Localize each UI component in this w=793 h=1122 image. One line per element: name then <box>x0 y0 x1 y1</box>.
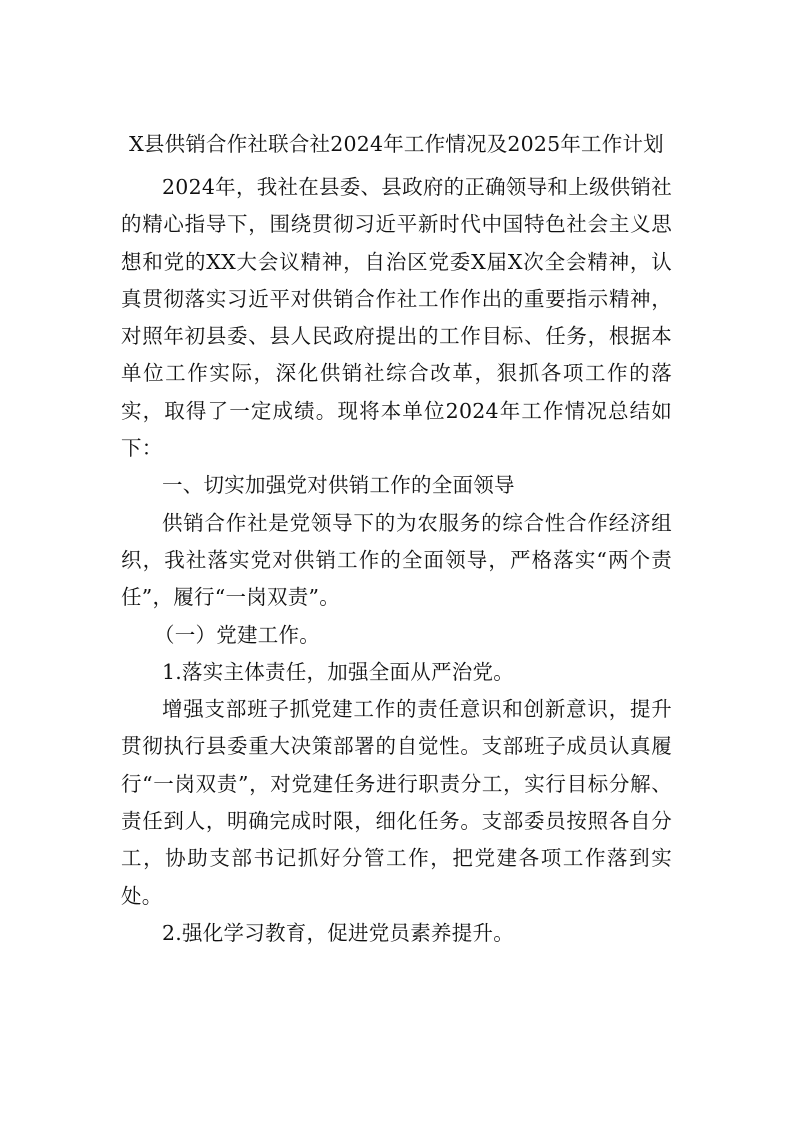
subsection-heading-party-building: （一）党建工作。 <box>154 622 320 647</box>
section-1-paragraph: 供销合作社是党领导下的为农服务的综合性合作经济组织，我社落实党对供销工作的全面领导，严格落实“两个责任”，履行“一岗双责”。 <box>121 510 672 610</box>
document-title: X县供销合作社联合社2024年工作情况及2025年工作计划 <box>129 132 664 156</box>
item-heading-1: 1.落实主体责任，加强全面从严治党。 <box>162 659 515 684</box>
intro-paragraph: 2024年，我社在县委、县政府的正确领导和上级供销社的精心指导下，围绕贯彻习近平新时代中国特色社会主义思想和党的XX大会议精神，自治区党委X届X次全会精神，认真贯彻落实习近平对供销合作社工作作出的重要指示精神，对照年初县委、县人民政府提出的工作目标、任务，根据本单位工作实际，深化供销社综合改革，狠抓各项工作的落实，取得了一定成绩。现将本单位2024年工作情况总结如下： <box>121 175 672 461</box>
item-1-paragraph: 增强支部班子抓党建工作的责任意识和创新意识，提升贯彻执行县委重大决策部署的自觉性。支部班子成员认真履行“一岗双责”，对党建任务进行职责分工，实行目标分解、责任到人，明确完成时限，细化任务。支部委员按照各自分工，协助支部书记抓好分管工作，把党建各项工作落到实处。 <box>121 697 672 908</box>
document-body <box>121 169 672 952</box>
item-heading-2: 2.强化学习教育，促进党员素养提升。 <box>162 920 515 945</box>
section-heading-1: 一、切实加强党对供销工作的全面领导 <box>162 473 515 498</box>
